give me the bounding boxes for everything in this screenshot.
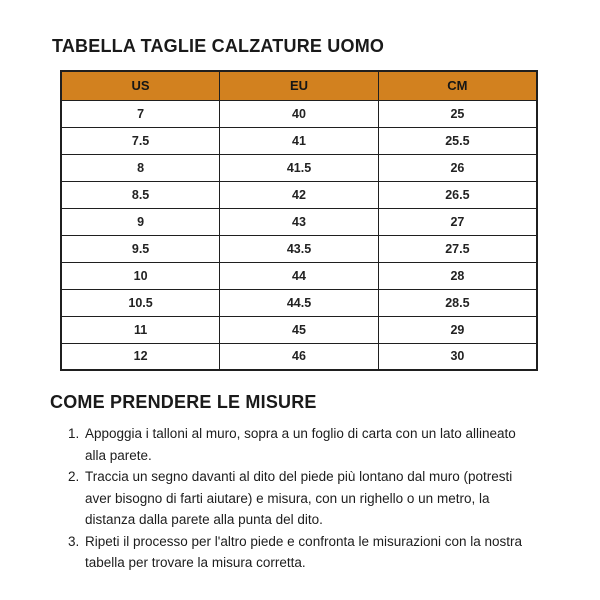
table-cell: 28.5 xyxy=(378,289,537,316)
table-cell: 8.5 xyxy=(61,181,220,208)
table-cell: 12 xyxy=(61,343,220,370)
table-cell: 10.5 xyxy=(61,289,220,316)
size-table-body xyxy=(61,100,537,370)
table-row xyxy=(61,127,537,154)
table-cell: 26 xyxy=(378,154,537,181)
table-cell: 7.5 xyxy=(61,127,220,154)
column-header-cm: CM xyxy=(378,71,537,100)
table-cell: 26.5 xyxy=(378,181,537,208)
page-title: TABELLA TAGLIE CALZATURE UOMO xyxy=(52,36,385,56)
table-cell: 29 xyxy=(378,316,537,343)
table-cell: 25 xyxy=(378,100,537,127)
column-header-us: US xyxy=(61,71,220,100)
table-row xyxy=(61,100,537,127)
measure-steps-list xyxy=(62,423,540,574)
header-row xyxy=(61,71,537,100)
table-cell: 46 xyxy=(220,343,379,370)
table-cell: 10 xyxy=(61,262,220,289)
table-cell: 43 xyxy=(220,208,379,235)
table-cell: 11 xyxy=(61,316,220,343)
table-cell: 30 xyxy=(378,343,537,370)
table-cell: 25.5 xyxy=(378,127,537,154)
table-row xyxy=(61,262,537,289)
measure-step: 1. Appoggia i talloni al muro, sopra a un foglio di carta con un lato allineato alla parete. xyxy=(83,423,540,466)
measure-step: 3. Ripeti il processo per l'altro piede e confronta le misurazioni con la nostra tabella per trovare la misura corretta. xyxy=(83,531,540,574)
table-row xyxy=(61,343,537,370)
table-row xyxy=(61,289,537,316)
table-cell: 45 xyxy=(220,316,379,343)
table-row xyxy=(61,316,537,343)
table-cell: 28 xyxy=(378,262,537,289)
size-table-header xyxy=(61,71,537,100)
size-guide-page xyxy=(0,36,600,600)
table-cell: 8 xyxy=(61,154,220,181)
table-row xyxy=(61,208,537,235)
column-header-eu: EU xyxy=(220,71,379,100)
table-cell: 40 xyxy=(220,100,379,127)
table-cell: 27 xyxy=(378,208,537,235)
table-cell: 44 xyxy=(220,262,379,289)
table-cell: 41.5 xyxy=(220,154,379,181)
table-cell: 9.5 xyxy=(61,235,220,262)
measure-step: 2. Traccia un segno davanti al dito del piede più lontano dal muro (potresti aver bisogno di farti aiutare) e misura, con un righello o un metro, la distanza dalla parete alla punta del dito. xyxy=(83,466,540,531)
table-row xyxy=(61,154,537,181)
table-cell: 41 xyxy=(220,127,379,154)
table-row xyxy=(61,181,537,208)
table-row xyxy=(61,235,537,262)
table-cell: 42 xyxy=(220,181,379,208)
table-cell: 43.5 xyxy=(220,235,379,262)
table-cell: 7 xyxy=(61,100,220,127)
table-cell: 9 xyxy=(61,208,220,235)
table-cell: 44.5 xyxy=(220,289,379,316)
shoe-size-table xyxy=(60,70,538,371)
measure-section-title: COME PRENDERE LE MISURE xyxy=(50,392,317,412)
table-cell: 27.5 xyxy=(378,235,537,262)
